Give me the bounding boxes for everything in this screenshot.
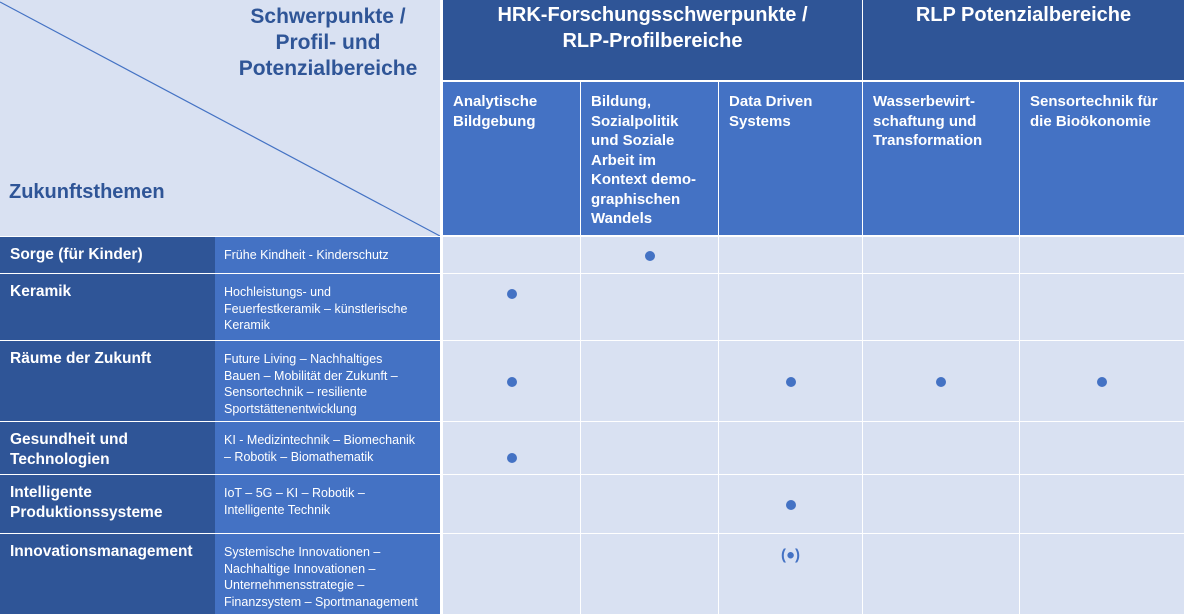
- matrix-cell: [443, 341, 580, 421]
- row-description-line: Frühe Kindheit - Kinderschutz: [224, 248, 389, 262]
- row-description: [215, 274, 440, 340]
- columns-axis-title-line: Potenzialbereiche: [238, 57, 418, 80]
- row-description-line: Future Living – Nachhaltiges: [224, 352, 383, 366]
- column-header-line: und Soziale: [591, 132, 675, 149]
- marker-dot-parenthesized-icon: (●): [780, 546, 801, 564]
- column-header: [719, 82, 862, 235]
- matrix-cell: [443, 237, 580, 273]
- row-description: [215, 475, 440, 533]
- matrix-cell: [443, 475, 580, 533]
- matrix-cell: [1020, 237, 1184, 273]
- row-description-line: Systemische Innovationen –: [224, 545, 381, 559]
- row-topic-line: Gesundheit und: [10, 431, 128, 448]
- marker-dot-icon: [507, 377, 517, 387]
- row-description-line: Nachhaltige Innovationen –: [224, 561, 376, 576]
- matrix-cell: [863, 475, 1019, 533]
- matrix-cell: [863, 341, 1019, 421]
- matrix-cell: [443, 274, 580, 340]
- matrix-cell: [863, 534, 1019, 614]
- row-topic: [0, 237, 215, 273]
- row-description-line: Hochleistungs- und: [224, 285, 332, 299]
- row-description-line: Bauen – Mobilität der Zukunft –: [224, 368, 398, 383]
- row-topic: [0, 475, 215, 533]
- column-header-line: Kontext demo-: [591, 171, 696, 188]
- columns-axis-title: [220, 4, 436, 82]
- matrix-cell: [1020, 534, 1184, 614]
- matrix-cell: [581, 534, 718, 614]
- row-description: [215, 341, 440, 421]
- matrix-cell: [1020, 422, 1184, 474]
- column-header-line: Arbeit im: [591, 151, 657, 169]
- marker-dot-icon: [786, 500, 796, 510]
- column-header-line: die Bioökonomie: [1030, 112, 1151, 130]
- row-topic: [0, 341, 215, 421]
- rows-axis-title: Zukunftsthemen: [9, 181, 165, 203]
- columns-axis-title-line: Schwerpunkte /: [250, 5, 406, 28]
- matrix-cell: [1020, 475, 1184, 533]
- matrix-cell: [443, 534, 580, 614]
- matrix-cell: [863, 237, 1019, 273]
- matrix-cell: [443, 422, 580, 474]
- row-topic: [0, 422, 215, 474]
- group-header-line: RLP-Profilbereiche: [562, 30, 743, 52]
- row-topic-line: Produktionssysteme: [10, 504, 163, 521]
- row-description-line: Intelligente Technik: [224, 502, 331, 517]
- column-header-line: Analytische: [453, 93, 538, 110]
- matrix-cell: [719, 475, 862, 533]
- column-header-line: Wasserbewirt-: [873, 93, 975, 110]
- row-topic-line: Technologien: [10, 451, 110, 468]
- row-topic-line: Innovationsmanagement: [10, 543, 193, 560]
- marker-dot-icon: [786, 377, 796, 387]
- group-header-line: RLP Potenzialbereiche: [915, 4, 1132, 26]
- column-header: [863, 82, 1019, 235]
- matrix-cell: [719, 534, 862, 614]
- row-topic-line: Räume der Zukunft: [10, 350, 152, 367]
- row-description: [215, 237, 440, 273]
- row-topic-line: Sorge (für Kinder): [10, 246, 143, 263]
- corner-cell: [0, 0, 440, 236]
- matrix-cell: [581, 475, 718, 533]
- column-header-line: graphischen: [591, 190, 681, 208]
- matrix-cell: [581, 341, 718, 421]
- matrix-cell: [581, 274, 718, 340]
- marker-dot-icon: [1097, 377, 1107, 387]
- row-topic-line: Intelligente: [10, 484, 92, 501]
- row-description-line: Unternehmensstrategie –: [224, 578, 365, 592]
- marker-dot-icon: [645, 251, 655, 261]
- row-description-line: – Robotik – Biomathematik: [224, 449, 374, 464]
- marker-dot-icon: [936, 377, 946, 387]
- column-header-line: Bildgebung: [453, 112, 536, 130]
- column-header-line: Transformation: [873, 132, 983, 149]
- columns-axis-title-line: Profil- und: [275, 31, 381, 54]
- matrix-cell: [719, 422, 862, 474]
- column-header-line: Data Driven: [729, 93, 813, 110]
- matrix-cell: [581, 237, 718, 273]
- matrix-cell: [1020, 341, 1184, 421]
- row-description: [215, 534, 440, 614]
- row-topic: [0, 274, 215, 340]
- group-header-line: HRK-Forschungsschwerpunkte /: [497, 4, 808, 26]
- row-topic-line: Keramik: [10, 283, 72, 300]
- matrix-cell: [863, 274, 1019, 340]
- column-header: [443, 82, 580, 235]
- matrix-cell: [719, 341, 862, 421]
- row-description-line: Sensortechnik – resiliente: [224, 385, 368, 399]
- row-description-line: KI - Medizintechnik – Biomechanik: [224, 433, 416, 447]
- marker-dot-icon: [507, 289, 517, 299]
- column-header: [581, 82, 718, 235]
- row-description: [215, 422, 440, 474]
- column-header-line: Systems: [729, 112, 791, 130]
- row-description-line: Keramik: [224, 318, 270, 332]
- column-header-line: Bildung,: [591, 93, 651, 110]
- marker-dot-icon: [507, 453, 517, 463]
- column-header-line: Wandels: [591, 210, 653, 227]
- column-header-line: schaftung und: [873, 112, 977, 130]
- column-header-line: Sensortechnik für: [1030, 93, 1158, 110]
- matrix-cell: [581, 422, 718, 474]
- group-header: [443, 0, 862, 80]
- matrix-cell: [719, 237, 862, 273]
- row-topic: [0, 534, 215, 614]
- row-description-line: Feuerfestkeramik – künstlerische: [224, 301, 408, 316]
- matrix-cell: [863, 422, 1019, 474]
- column-header: [1020, 82, 1184, 235]
- row-description-line: Sportstättenentwicklung: [224, 401, 357, 416]
- row-description-line: Finanzsystem – Sportmanagement: [224, 594, 418, 609]
- group-header: [863, 0, 1184, 80]
- row-description-line: IoT – 5G – KI – Robotik –: [224, 486, 365, 500]
- matrix-cell: [1020, 274, 1184, 340]
- column-header-line: Sozialpolitik: [591, 112, 679, 130]
- matrix-cell: [719, 274, 862, 340]
